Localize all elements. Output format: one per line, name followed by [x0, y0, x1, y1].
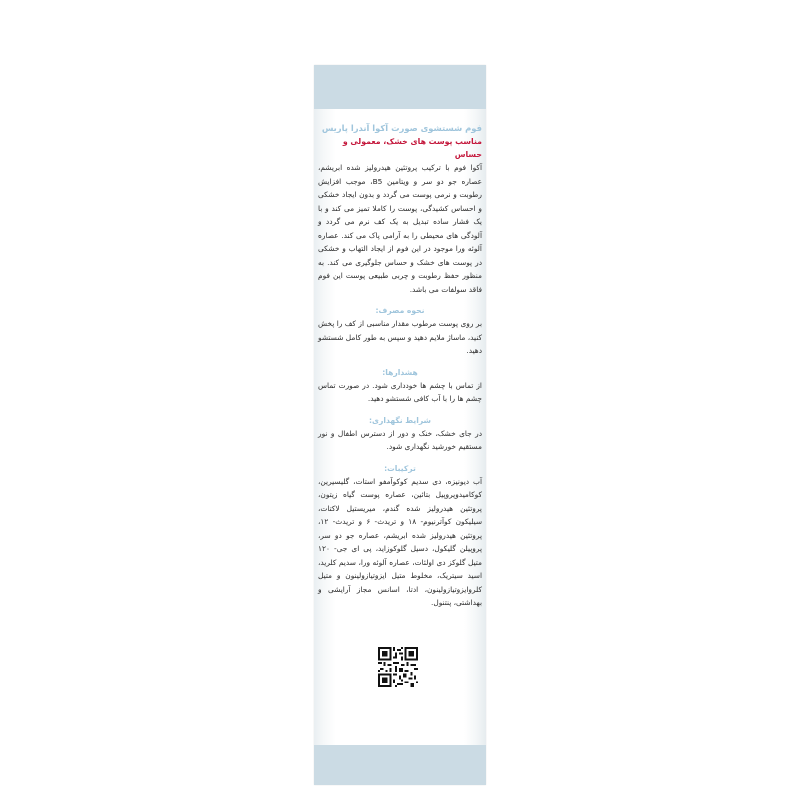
ingredients-heading: ترکیبات: — [384, 463, 416, 473]
product-box-side — [314, 65, 486, 785]
bottom-color-band — [314, 745, 486, 785]
product-subtitle: مناسب پوست های خشک، معمولی و حساس — [342, 137, 482, 159]
storage-heading: شرایط نگهداری: — [368, 415, 432, 425]
warnings-text: از تماس با چشم ها خودداری شود. در صورت تماس چشم ها را با آب کافی شستشو دهید. — [318, 380, 482, 403]
product-description: آکوا فوم با ترکیب پروتئین هیدرولیز شده ابریشم، عصاره جو دو سر و ویتامین B5، موجب افزایش رطوبت و نرمی پوست می گردد و بدون ایجاد خشکی و احساس کشیدگی، پوست را کاملا تمیز می کند و با یک فشار ساده تبدیل به یک کف نرم می گردد و آلودگی های محیطی را به آرامی پاک می کند. عصاره آلوئه ورا موجود در این فوم از ایجاد التهاب و خشکی در پوست های خشک و حساس جلوگیری می کند. به منظور حفظ رطوبت و چربی طبیعی پوست این فوم فاقد سولفات می باشد. — [318, 163, 482, 294]
product-title: فوم شستشوی صورت آکوا آندرا پاریس — [321, 123, 482, 133]
qr-code-icon — [378, 647, 418, 687]
usage-text: بر روی پوست مرطوب مقدار مناسبی از کف را پخش کنید، ماساژ ملایم دهید و سپس به طور کامل شستشو دهید. — [318, 319, 482, 355]
top-color-band — [314, 65, 486, 109]
storage-text: در جای خشک، خنک و دور از دسترس اطفال و نور مستقیم خورشید نگهداری شود. — [318, 428, 482, 451]
usage-heading: نحوه مصرف: — [375, 306, 425, 315]
ingredients-text: آب دیونیزه، دی سدیم کوکوآمفو استات، گلیسیرین، کوکامیدوپروپیل بتائین، عصاره پوست گیاه زیتون، پروتئین هیدرولیز شده گندم، میریستیل لاکتات، سیلیکون کوآترنیوم- ۱۸ و تریدث- ۶ و تریدث- ۱۲، پروتئین هیدرولیز شده ابریشم، عصاره جو دو سر، پروپیلن گلیکول، دسیل گلوکوزاید، پی ای جی- ۱۲۰ متیل گلوکز دی اولئات، عصاره آلوئه ورا، سدیم کلرید، اسید سیتریک، مخلوط متیل ایزوتیازولینون و متیل کلروایزوتیازولینون، ادتا، اسانس مجاز آرایشی و بهداشتی، پنتنول. — [318, 476, 483, 607]
label-content — [318, 121, 482, 610]
warnings-heading: هشدارها: — [382, 367, 418, 377]
